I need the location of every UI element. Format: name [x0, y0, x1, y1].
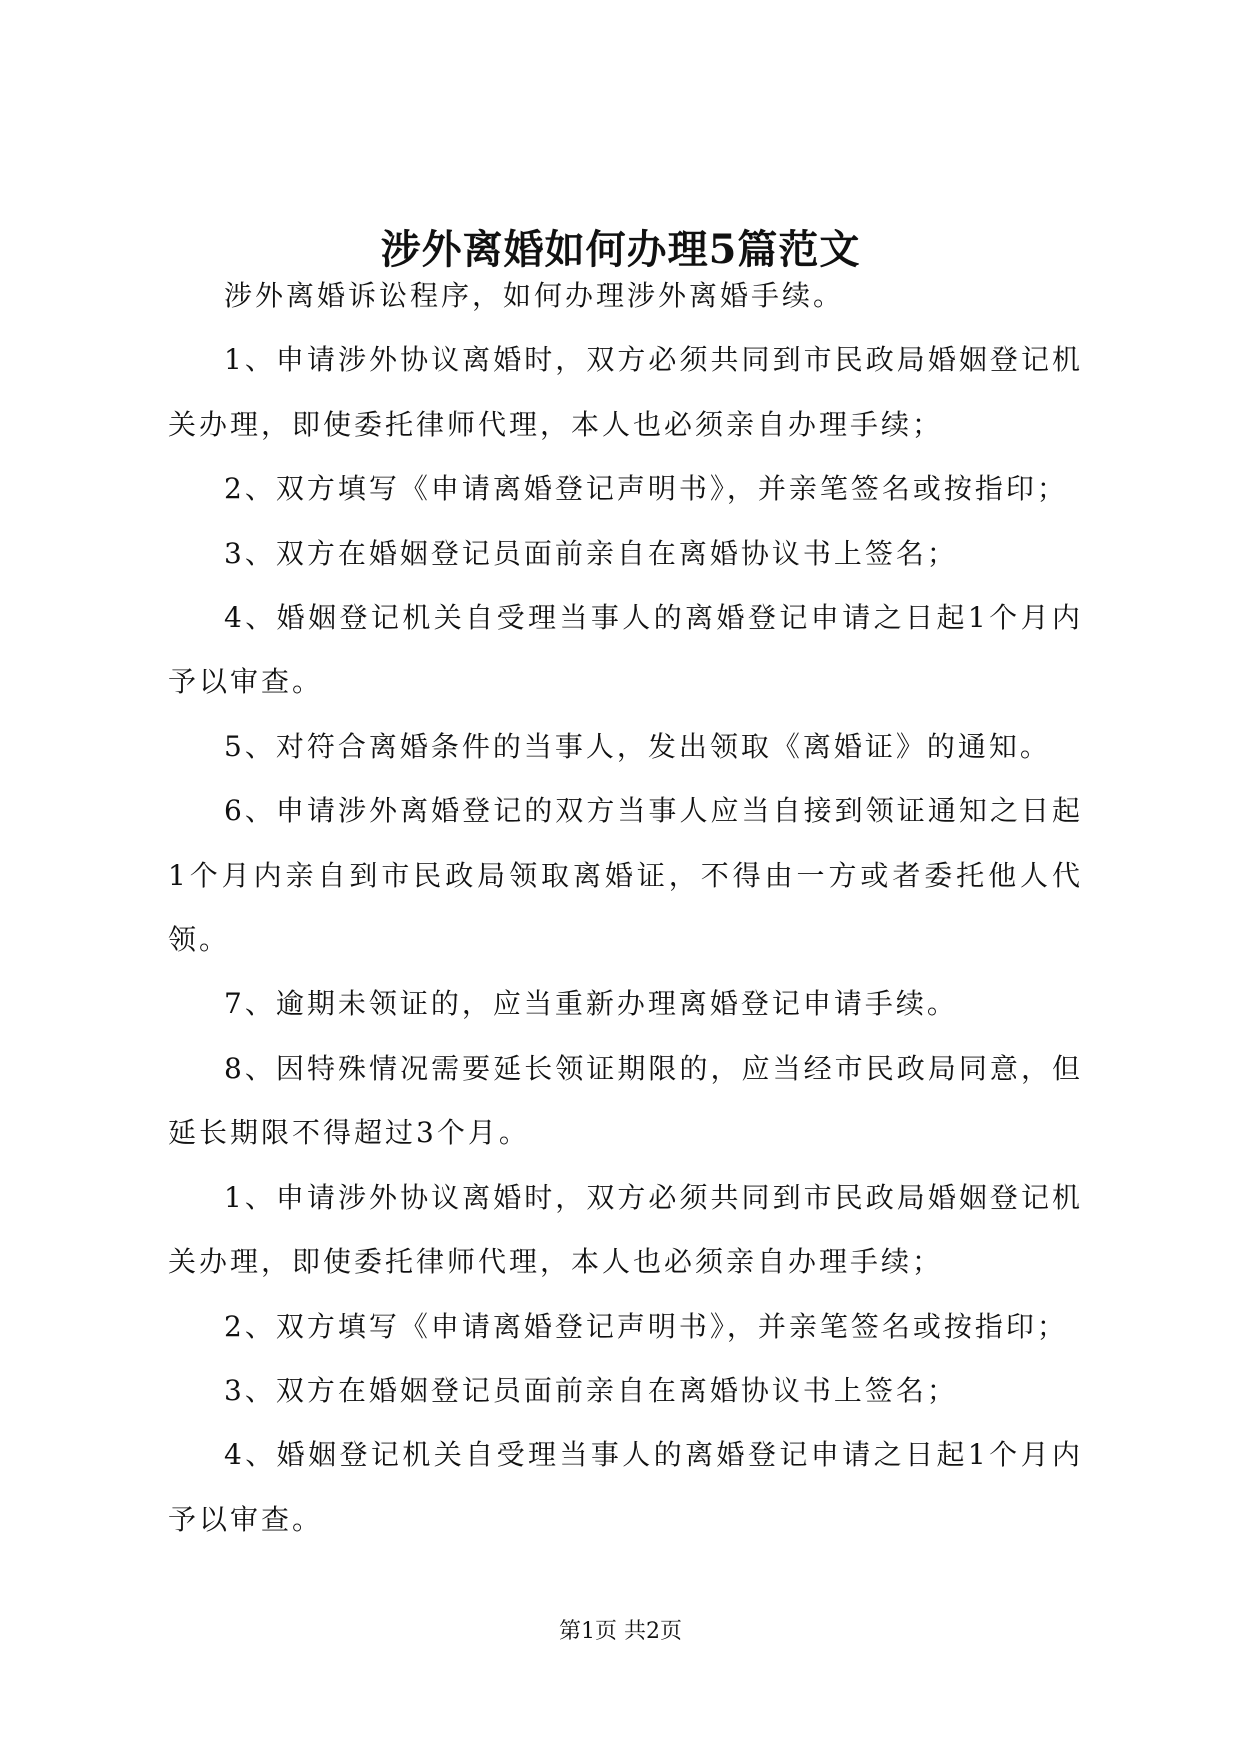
paragraph: 1、申请涉外协议离婚时，双方必须共同到市民政局婚姻登记机关办理，即使委托律师代理，本人也必须亲自办理手续；	[168, 1180, 1083, 1279]
paragraph: 涉外离婚诉讼程序，如何办理涉外离婚手续。	[224, 279, 845, 312]
paragraph: 2、双方填写《申请离婚登记声明书》，并亲笔签名或按指印；	[224, 472, 1068, 506]
paragraph: 5、对符合离婚条件的当事人，发出领取《离婚证》的通知。	[224, 729, 1051, 763]
paragraph: 3、双方在婚姻登记员面前亲自在离婚协议书上签名；	[224, 536, 958, 570]
paragraph: 2、双方填写《申请离婚登记声明书》，并亲笔签名或按指印；	[224, 1309, 1068, 1343]
paragraph: 7、逾期未领证的，应当重新办理离婚登记申请手续。	[224, 987, 958, 1021]
paragraph: 6、申请涉外离婚登记的双方当事人应当自接到领证通知之日起1个月内亲自到市民政局领取离婚证，不得由一方或者委托他人代领。	[168, 794, 1083, 957]
paragraph: 4、婚姻登记机关自受理当事人的离婚登记申请之日起1个月内予以审查。	[168, 1438, 1083, 1536]
paragraph: 3、双方在婚姻登记员面前亲自在离婚协议书上签名；	[224, 1373, 958, 1407]
page-number-footer: 第1页 共2页	[559, 1619, 682, 1644]
paragraph: 4、婚姻登记机关自受理当事人的离婚登记申请之日起1个月内予以审查。	[168, 601, 1083, 699]
document-title: 涉外离婚如何办理5篇范文	[380, 226, 861, 273]
paragraph: 1、申请涉外协议离婚时，双方必须共同到市民政局婚姻登记机关办理，即使委托律师代理，本人也必须亲自办理手续；	[168, 343, 1083, 441]
paragraph: 8、因特殊情况需要延长领证期限的，应当经市民政局同意，但延长期限不得超过3个月。	[168, 1051, 1083, 1150]
document-body	[168, 264, 1083, 1552]
